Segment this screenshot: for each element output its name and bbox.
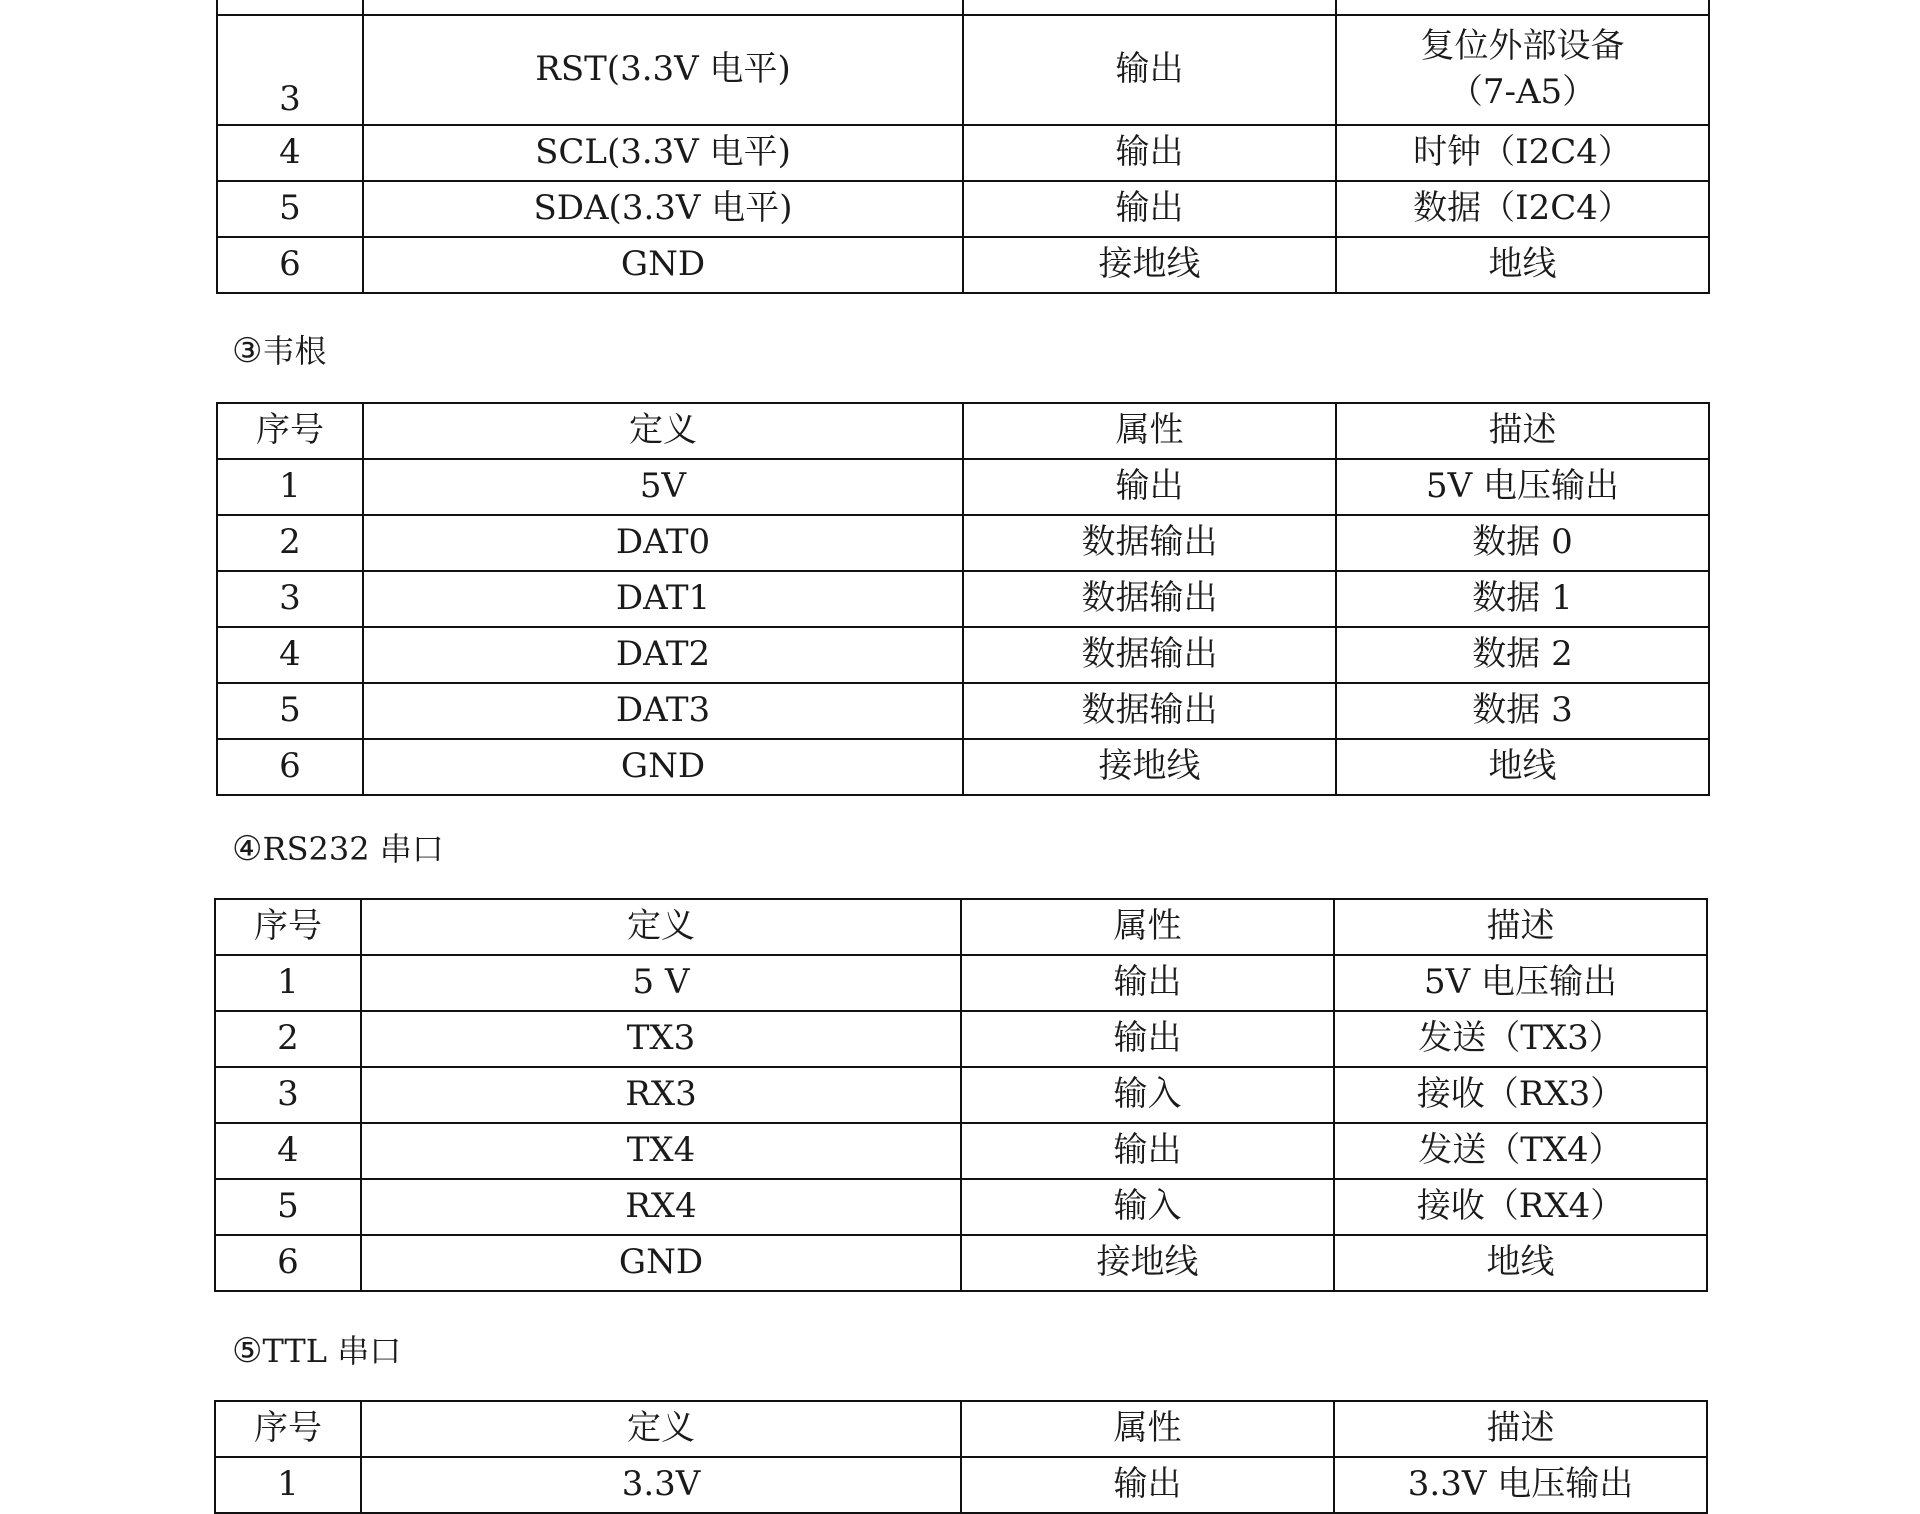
row-index: 3 bbox=[215, 1067, 361, 1123]
table-header-row bbox=[215, 899, 1707, 955]
row-attribute: 输出 bbox=[963, 459, 1336, 515]
i2c-pin-table bbox=[216, 0, 1710, 294]
row-index: 6 bbox=[215, 1235, 361, 1291]
column-header-definition: 定义 bbox=[361, 1401, 961, 1457]
section-title: 韦根 bbox=[262, 332, 327, 370]
row-attribute: 输出 bbox=[963, 181, 1336, 237]
row-description: 数据 3 bbox=[1336, 683, 1709, 739]
row-index: 2 bbox=[215, 1011, 361, 1067]
table-row bbox=[215, 1123, 1707, 1179]
section-heading-ttl bbox=[232, 1326, 401, 1372]
row-index: 2 bbox=[217, 515, 363, 571]
wiegand-pin-table bbox=[216, 402, 1710, 796]
row-attribute: 数据输出 bbox=[963, 515, 1336, 571]
table-row bbox=[215, 955, 1707, 1011]
column-header-description: 描述 bbox=[1336, 403, 1709, 459]
row-definition: GND bbox=[363, 237, 963, 293]
table-row bbox=[217, 571, 1709, 627]
row-description: 发送（TX4） bbox=[1334, 1123, 1707, 1179]
table-header-row bbox=[215, 1401, 1707, 1457]
row-attribute: 接地线 bbox=[963, 237, 1336, 293]
row-attribute bbox=[963, 0, 1336, 15]
column-header-attribute: 属性 bbox=[961, 899, 1334, 955]
description-line: 复位外部设备 bbox=[1420, 26, 1625, 67]
row-index: 5 bbox=[215, 1179, 361, 1235]
table-row bbox=[217, 0, 1709, 15]
table-row bbox=[217, 515, 1709, 571]
row-definition: GND bbox=[361, 1235, 961, 1291]
row-definition: 5V bbox=[363, 459, 963, 515]
row-definition: SDA(3.3V 电平) bbox=[363, 181, 963, 237]
row-attribute: 数据输出 bbox=[963, 627, 1336, 683]
ttl-pin-table bbox=[214, 1400, 1708, 1514]
column-header-index: 序号 bbox=[215, 1401, 361, 1457]
row-definition: 3.3V bbox=[361, 1457, 961, 1513]
table-row bbox=[215, 1235, 1707, 1291]
row-attribute: 输出 bbox=[963, 125, 1336, 181]
row-description: 地线 bbox=[1336, 739, 1709, 795]
row-index: 6 bbox=[217, 739, 363, 795]
description-line: （7-A5） bbox=[1448, 72, 1597, 112]
column-header-definition: 定义 bbox=[363, 403, 963, 459]
section-title: RS232 串口 bbox=[262, 830, 444, 868]
row-description: 地线 bbox=[1334, 1235, 1707, 1291]
column-header-description: 描述 bbox=[1334, 899, 1707, 955]
row-index: 4 bbox=[217, 627, 363, 683]
row-index: 1 bbox=[217, 459, 363, 515]
column-header-index: 序号 bbox=[215, 899, 361, 955]
row-index: 1 bbox=[215, 955, 361, 1011]
row-index: 6 bbox=[217, 237, 363, 293]
table-row bbox=[217, 683, 1709, 739]
row-attribute: 输入 bbox=[961, 1067, 1334, 1123]
row-definition: TX4 bbox=[361, 1123, 961, 1179]
column-header-definition: 定义 bbox=[361, 899, 961, 955]
section-number: ④ bbox=[232, 829, 263, 869]
column-header-index: 序号 bbox=[217, 403, 363, 459]
section-number: ③ bbox=[232, 331, 263, 371]
row-attribute: 数据输出 bbox=[963, 683, 1336, 739]
table-header-row bbox=[217, 403, 1709, 459]
row-attribute: 输出 bbox=[961, 1011, 1334, 1067]
row-index: 5 bbox=[217, 181, 363, 237]
row-definition: DAT3 bbox=[363, 683, 963, 739]
row-definition: GND bbox=[363, 739, 963, 795]
row-description: 地线 bbox=[1336, 237, 1709, 293]
section-title: TTL 串口 bbox=[262, 1332, 402, 1370]
row-definition: 5 V bbox=[361, 955, 961, 1011]
table-row bbox=[217, 181, 1709, 237]
row-description: 3.3V 电压输出 bbox=[1334, 1457, 1707, 1513]
row-description bbox=[1336, 0, 1709, 15]
row-definition: DAT0 bbox=[363, 515, 963, 571]
row-definition: SCL(3.3V 电平) bbox=[363, 125, 963, 181]
row-definition: DAT1 bbox=[363, 571, 963, 627]
table-row bbox=[217, 125, 1709, 181]
section-heading-rs232 bbox=[232, 824, 444, 870]
table-row bbox=[215, 1011, 1707, 1067]
row-attribute: 输出 bbox=[961, 955, 1334, 1011]
row-description bbox=[1336, 15, 1709, 125]
row-attribute: 输入 bbox=[961, 1179, 1334, 1235]
row-index: 5 bbox=[217, 683, 363, 739]
table-row bbox=[215, 1067, 1707, 1123]
row-attribute: 输出 bbox=[961, 1457, 1334, 1513]
row-attribute: 输出 bbox=[961, 1123, 1334, 1179]
row-index: 3 bbox=[217, 15, 363, 125]
row-description: 接收（RX4） bbox=[1334, 1179, 1707, 1235]
table-row bbox=[217, 627, 1709, 683]
column-header-attribute: 属性 bbox=[961, 1401, 1334, 1457]
row-description: 数据 2 bbox=[1336, 627, 1709, 683]
row-definition: DAT2 bbox=[363, 627, 963, 683]
row-attribute: 输出 bbox=[963, 15, 1336, 125]
row-index: 3 bbox=[217, 571, 363, 627]
row-description: 数据 0 bbox=[1336, 515, 1709, 571]
row-attribute: 接地线 bbox=[963, 739, 1336, 795]
row-description: 数据（I2C4） bbox=[1336, 181, 1709, 237]
table-row bbox=[217, 739, 1709, 795]
row-index: 4 bbox=[215, 1123, 361, 1179]
row-description: 发送（TX3） bbox=[1334, 1011, 1707, 1067]
row-definition: TX3 bbox=[361, 1011, 961, 1067]
row-definition: RX3 bbox=[361, 1067, 961, 1123]
section-heading-wiegand bbox=[232, 326, 327, 372]
column-header-description: 描述 bbox=[1334, 1401, 1707, 1457]
row-description: 接收（RX3） bbox=[1334, 1067, 1707, 1123]
table-row bbox=[217, 15, 1709, 125]
table-row bbox=[217, 237, 1709, 293]
rs232-pin-table bbox=[214, 898, 1708, 1292]
row-description: 时钟（I2C4） bbox=[1336, 125, 1709, 181]
column-header-attribute: 属性 bbox=[963, 403, 1336, 459]
row-definition: RX4 bbox=[361, 1179, 961, 1235]
table-row bbox=[215, 1179, 1707, 1235]
table-row bbox=[217, 459, 1709, 515]
row-description: 5V 电压输出 bbox=[1334, 955, 1707, 1011]
row-attribute: 接地线 bbox=[961, 1235, 1334, 1291]
row-definition: RST(3.3V 电平) bbox=[363, 15, 963, 125]
row-index: 4 bbox=[217, 125, 363, 181]
row-description: 5V 电压输出 bbox=[1336, 459, 1709, 515]
row-description: 数据 1 bbox=[1336, 571, 1709, 627]
row-index: 1 bbox=[215, 1457, 361, 1513]
section-number: ⑤ bbox=[232, 1331, 263, 1371]
row-index bbox=[217, 0, 363, 15]
row-attribute: 数据输出 bbox=[963, 571, 1336, 627]
row-definition bbox=[363, 0, 963, 15]
table-row bbox=[215, 1457, 1707, 1513]
